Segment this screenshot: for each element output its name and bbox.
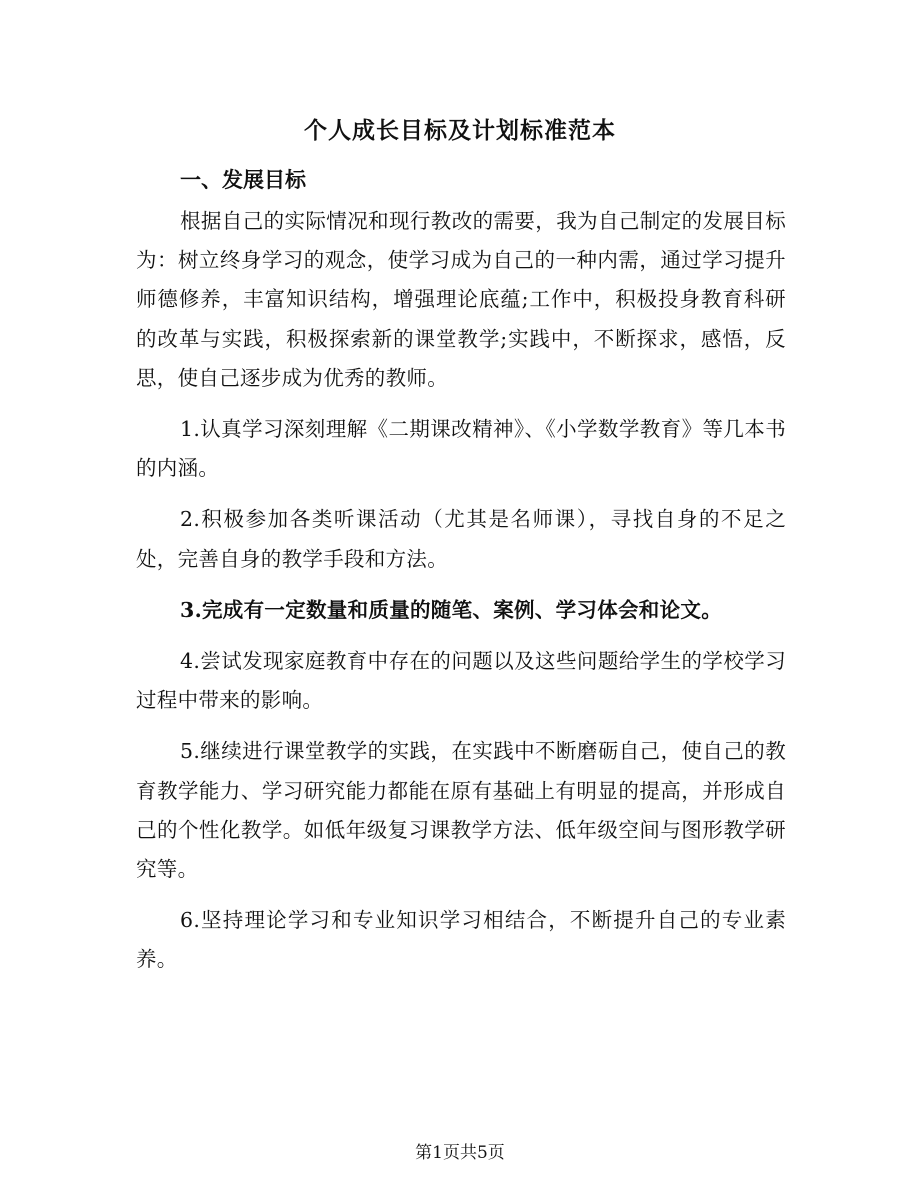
goal-item-3: 3.完成有一定数量和质量的随笔、案例、学习体会和论文。 <box>180 597 722 622</box>
page-title: 个人成长目标及计划标准范本 <box>304 117 616 144</box>
goal-item-5: 5.继续进行课堂教学的实践，在实践中不断磨砺自己，使自己的教育教学能力、学习研究能力都能在原有基础上有明显的提高，并形成自己的个性化教学。如低年级复习课教学方法、低年级空间与图形教学研究等。 <box>136 739 786 882</box>
intro-paragraph: 根据自己的实际情况和现行教改的需要，我为自己制定的发展目标为：树立终身学习的观念，使学习成为自己的一种内需，通过学习提升师德修养，丰富知识结构，增强理论底蕴;工作中，积极投身教育科研的改革与实践，积极探索新的课堂教学;实践中，不断探求，感悟，反思，使自己逐步成为优秀的教师。 <box>136 209 786 390</box>
page-number-footer: 第1页共5页 <box>415 1143 505 1163</box>
goal-item-6: 6.坚持理论学习和专业知识学习相结合，不断提升自己的专业素养。 <box>136 908 786 972</box>
goal-item-1: 1.认真学习深刻理解《二期课改精神》、《小学数学教育》等几本书的内涵。 <box>136 417 786 481</box>
document-body <box>136 202 786 992</box>
section-heading: 一、发展目标 <box>180 167 306 192</box>
goal-item-4: 4.尝试发现家庭教育中存在的问题以及这些问题给学生的学校学习过程中带来的影响。 <box>136 649 786 713</box>
goal-item-2: 2.积极参加各类听课活动（尤其是名师课），寻找自身的不足之处，完善自身的教学手段和方法。 <box>136 507 786 571</box>
